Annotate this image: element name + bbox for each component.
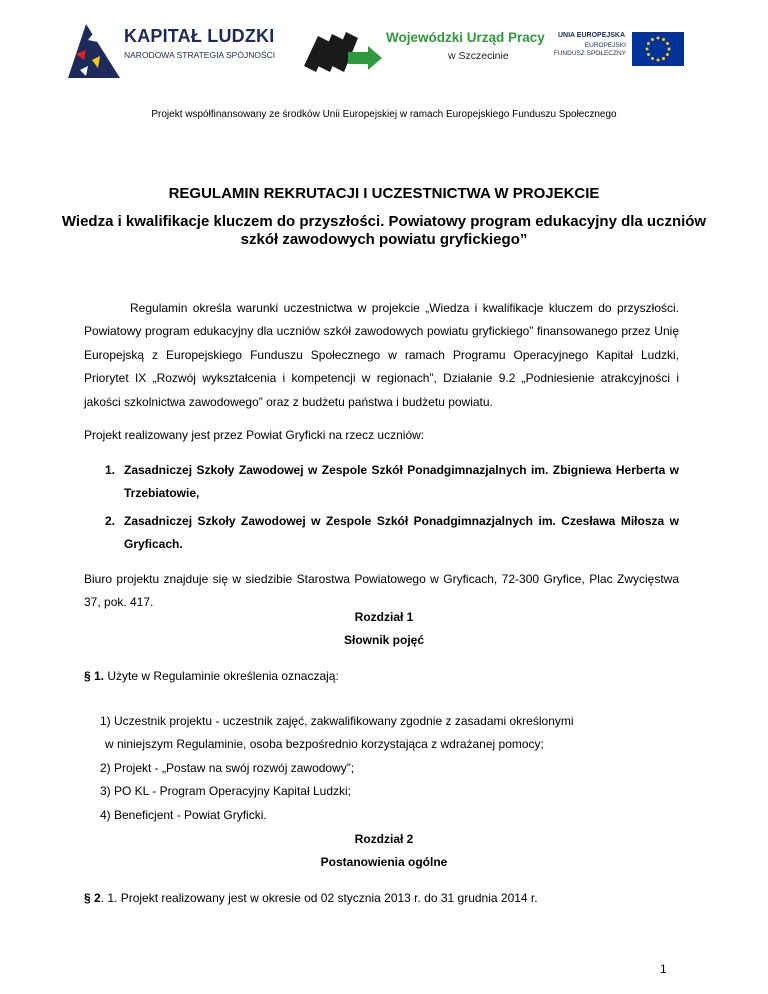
list-item-number: 1. xyxy=(105,463,116,477)
kapital-ludzki-subtitle: NARODOWA STRATEGIA SPÓJNOŚCI xyxy=(124,50,276,60)
document-subtitle: Wiedza i kwalifikacje kluczem do przyszłości. Powiatowy program edukacyjny dla uczniów szkół zawodowych powiatu gryfickiego” xyxy=(61,213,707,248)
paragraph-2-mark: § 2 xyxy=(84,891,101,905)
eu-flag-icon xyxy=(632,32,684,66)
office-paragraph: Biuro projektu znajduje się w siedzibie Starostwa Powiatowego w Gryficach, 72-300 Gryfice, Plac Zwycięstwa 37, pok. 417. xyxy=(84,572,679,610)
document-title: REGULAMIN REKRUTACJI I UCZESTNICTWA W PROJEKCIE xyxy=(168,185,600,202)
intro-paragraph xyxy=(84,297,679,414)
paragraph-2 xyxy=(84,891,538,905)
definition-2: 2) Projekt - „Postaw na swój rozwój zawodowy”; xyxy=(100,760,355,775)
paragraph-2-text: . 1. Projekt realizowany jest w okresie od 02 stycznia 2013 r. do 31 grudnia 2014 r. xyxy=(100,891,538,905)
list-item-text: Zasadniczej Szkoły Zawodowej w Zespole Szkół Ponadgimnazjalnych im. Czesława Miłosza w Gryficach. xyxy=(124,513,679,552)
eu-fund-line-2: FUNDUSZ SPOŁECZNY xyxy=(553,50,626,57)
eu-logo xyxy=(548,30,688,70)
wup-cards-arrow-icon xyxy=(300,22,384,78)
paragraph-1 xyxy=(84,669,339,683)
list-item-text: Zasadniczej Szkoły Zawodowej w Zespole Szkół Ponadgimnazjalnych im. Zbigniewa Herberta w Trzebiatowie, xyxy=(124,463,679,501)
kapital-ludzki-title: KAPITAŁ LUDZKI xyxy=(124,26,275,46)
chapter-1-title: Słownik pojęć xyxy=(343,633,424,647)
realized-by: Projekt realizowany jest przez Powiat Gryficki na rzecz uczniów: xyxy=(84,428,425,442)
definition-4: 4) Beneficjent - Powiat Gryficki. xyxy=(100,807,267,822)
list-item xyxy=(84,510,679,557)
list-item-number: 2. xyxy=(105,513,116,528)
chapter-2-label: Rozdział 2 xyxy=(354,832,414,846)
kapital-ludzki-logo xyxy=(66,20,276,80)
wup-name: Wojewódzki Urząd Pracy xyxy=(386,30,545,45)
chapter-2-title: Postanowienia ogólne xyxy=(320,855,448,869)
definitions-list xyxy=(100,710,680,827)
intro-text: Regulamin określa warunki uczestnictwa w projekcie „Wiedza i kwalifikacje kluczem do przyszłości. Powiatowy program edukacyjny dla uczniów szkół zawodowych powiatu gryfickiego” finansowanego przez Unię Europejską z Europejskiego Funduszu Społecznego w ramach Programu Operacyjnego Kapitał Ludzki, Priorytet IX „Rozwój wykształcenia i kompetencji w regionach”, Działanie 9.2 „Podniesienie atrakcyjności i jakości szkolnictwa zawodowego” oraz z budżetu państwa i budżetu powiatu. xyxy=(84,301,679,409)
wup-city: w Szczecinie xyxy=(448,50,509,62)
cofinancing-note: Projekt współfinansowany ze środków Unii Europejskiej w ramach Europejskiego Funduszu Społecznego xyxy=(151,109,617,120)
definition-3: 3) PO KL - Program Operacyjny Kapitał Ludzki; xyxy=(100,784,351,799)
schools-list xyxy=(84,459,679,561)
kapital-ludzki-emblem-icon xyxy=(66,20,120,78)
definition-1: 1) Uczestnik projektu - uczestnik zajęć, zakwalifikowany zgodnie z zasadami określonymi xyxy=(100,714,574,728)
paragraph-1-text: Użyte w Regulaminie określenia oznaczają: xyxy=(104,669,339,683)
page-number: 1 xyxy=(660,962,667,976)
eu-title: UNIA EUROPEJSKA xyxy=(558,32,626,39)
eu-fund-name xyxy=(548,42,626,58)
eu-fund-line-1: EUROPEJSKI xyxy=(584,42,626,49)
paragraph-1-mark: § 1. xyxy=(84,669,105,683)
definition-1-continued: w niniejszym Regulaminie, osoba bezpośrednio korzystająca z wdrażanej pomocy; xyxy=(105,737,544,752)
wup-logo xyxy=(300,22,545,82)
list-item xyxy=(84,459,679,506)
chapter-1-label: Rozdział 1 xyxy=(354,610,414,624)
